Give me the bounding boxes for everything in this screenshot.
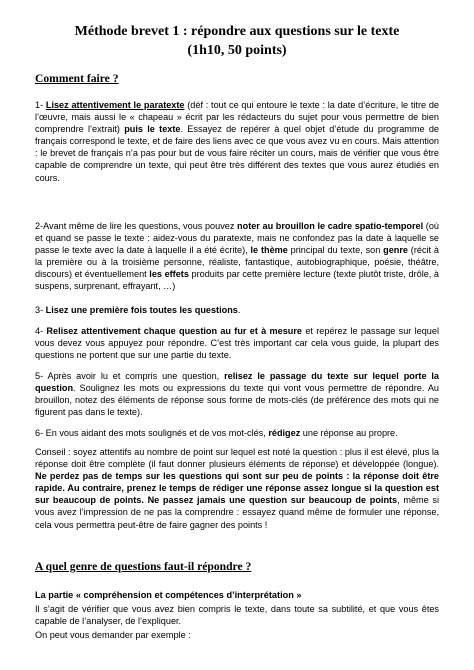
paragraph-5: [35, 370, 439, 418]
emphasis-redigez: rédigez: [268, 428, 301, 438]
paragraph-1: [35, 99, 439, 184]
document-title-line1: Méthode brevet 1 : répondre aux questions sur le texte: [74, 24, 400, 39]
text-span: 5- Après avoir lu et compris une question,: [35, 371, 225, 381]
text-span: produits par cette première lecture (texte plutôt triste, drôle, à suspens, surprenant, effrayant, …): [35, 269, 440, 292]
text-span: une réponse au propre.: [300, 428, 398, 438]
text-span: 6- En vous aidant des mots soulignés et de vos mot-clés,: [35, 428, 269, 438]
text-span: et repérez le passage sur lequel vous devez vous appuyez pour répondre. C’est très important car cela vous guide, la plupart des questions ne portent que sur une partie du texte.: [35, 326, 439, 361]
emphasis-lisez: Lisez une première fois toutes les questions: [45, 305, 238, 315]
subheading-comprehension: La partie « compréhension et compétences d’interprétation »: [35, 590, 302, 600]
paragraph-4: [35, 325, 439, 361]
emphasis-cadre: noter au brouillon le cadre spatio-temporel: [237, 221, 424, 231]
text-span: 3-: [35, 305, 46, 315]
paragraph-comprehension: Il s’agit de vérifier que vous avez bien compris le texte, dans toute sa subtilité, et que vous êtes capable de l’analyser, de l’expliquer.: [35, 604, 439, 627]
text-span: . Soulignez les mots ou expressions du texte qui vont vous permettre de répondre. Au brouillon, notez des éléments de réponse sous forme de mots-clés (de préférence des mots qui ne figurent pas dans le texte).: [35, 383, 439, 418]
text-span: 2-Avant même de lire les questions, vous pouvez: [35, 221, 238, 231]
text-span: (déf : tout ce qui entoure le texte : la date d’écriture, le titre de l’œuvre, mais aussi le « chapeau » écrit par les rédacteurs du sujet pour vous permettre de bien comprendre l’extrait): [35, 100, 439, 135]
paragraph-6: [35, 427, 439, 439]
emphasis-relisez: Relisez attentivement chaque question au fur et à mesure: [46, 326, 303, 336]
section-heading-comment-faire: Comment faire ?: [35, 72, 119, 85]
text-span: Conseil : soyez attentifs au nombre de point sur lequel est noté la question : plus il est élevé, plus la réponse doit être complète (il faut donner plusieurs éléments de réponse) et développée (longue).: [35, 447, 439, 470]
section-heading-genre-questions: A quel genre de questions faut-il répondre ?: [35, 560, 252, 573]
emphasis-relisez-passage: relisez le passage du texte sur lequel porte la question: [35, 371, 439, 394]
emphasis-effets: les effets: [149, 269, 189, 280]
text-span: principal du texte, son: [287, 245, 384, 256]
paragraph-3: [35, 304, 439, 316]
text-span: .: [237, 305, 241, 315]
emphasis-texte: puis le texte: [124, 124, 181, 135]
emphasis-conseil: Ne perdez pas de temps sur les questions qui sont sur peu de points : la réponse doit être rapide. Au contraire, prenez le temps de rédiger une réponse assez longue si la question est sur beaucoup de points. Ne passez jamais une question sur beaucoup de points: [35, 471, 439, 506]
text-span: (récit à la première ou à la troisième personne, réaliste, fantastique, autobiographique, poésie, théâtre, discours) et éventuellement: [35, 245, 439, 280]
text-span: (où et quand se passe le texte : aidez-vous du paratexte, mais ne confondez pas la date à laquelle se passe le texte avec la date à laquelle il a été écrite),: [35, 221, 439, 256]
paragraph-conseil: [35, 446, 439, 531]
emphasis-theme: le thème: [250, 245, 288, 256]
text-span: . Essayez de repérer à quel objet d’étude du programme de français correspond le texte, et de faire des liens avec ce que vous avez vu en cours. Mais attention : le brevet de français n’a pas pour but de vous faire réciter un cours, mais de vérifier que vous être capable de comprendre un texte, qui peut être très différent des textes que vous aurez étudiés en cours.: [35, 124, 439, 183]
paragraph-exemple: On peut vous demander par exemple :: [35, 630, 191, 640]
document-title-line2: (1h10, 50 points): [187, 43, 287, 58]
text-span: , même si vous avez l’impression de ne pas la comprendre : essayez quand même de formuler une réponse, cela vous permettra peut-être de faire gagner des points !: [35, 495, 439, 530]
emphasis-paratexte: Lisez attentivement le paratexte: [45, 100, 185, 110]
paragraph-2: [35, 220, 439, 293]
text-span: 4-: [35, 326, 47, 336]
text-span: 1-: [35, 100, 46, 110]
emphasis-genre: genre: [383, 245, 408, 256]
